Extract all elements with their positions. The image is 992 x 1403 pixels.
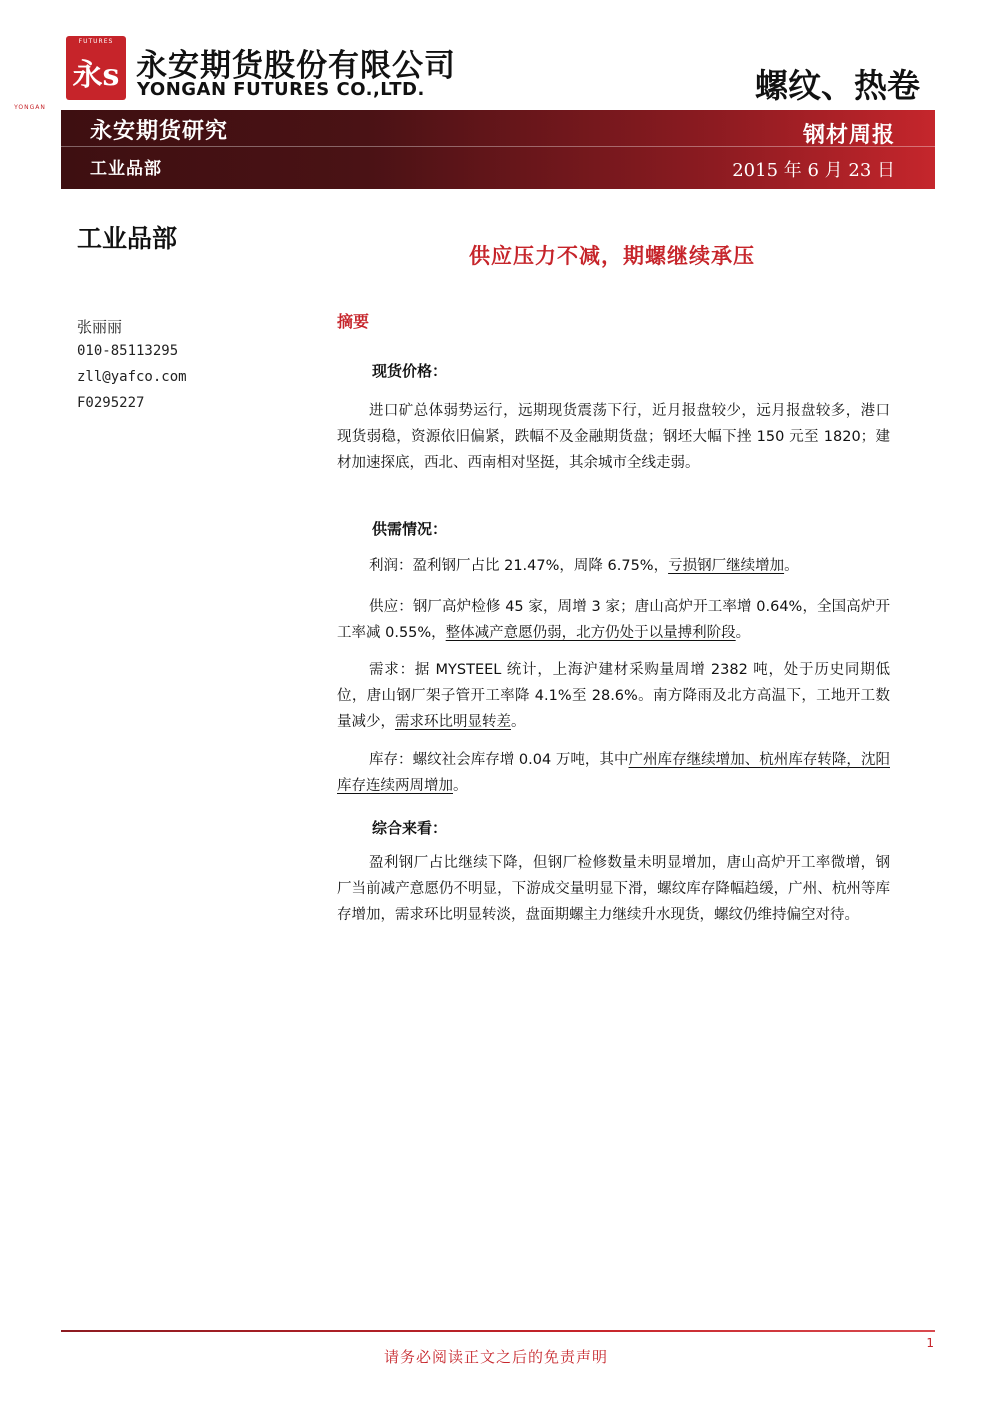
report-date: 2015 年 6 月 23 日 (732, 160, 895, 181)
demand-end: 。 (511, 714, 526, 730)
spot-price-paragraph: 进口矿总体弱势运行，远期现货震荡下行，近月报盘较少，远月报盘较多，港口现货弱稳，资源依旧偏紧，跌幅不及金融期货盘；钢坯大幅下挫 150 元至 1820；建材加速探底，西北、西南相对坚挺，其余城市全线走弱。 (337, 403, 890, 471)
profit-end: 。 (784, 558, 799, 574)
inventory-paragraph (337, 747, 890, 799)
disclaimer-notice: 请务必阅读正文之后的免责声明 (383, 1348, 608, 1366)
report-main-title: 供应压力不减，期螺继续承压 (469, 244, 755, 268)
overall-heading: 综合来看： (372, 819, 448, 837)
page-number: 1 (926, 1336, 934, 1350)
profit-text: 利润：盈利钢厂占比 21.47%，周降 6.75%， (369, 558, 669, 574)
overall-paragraph: 盈利钢厂占比继续下降，但钢厂检修数量未明显增加，唐山高炉开工率微增，钢厂当前减产意愿仍不明显，下游成交量明显下滑，螺纹库存降幅趋缓，广州、杭州等库存增加，需求环比明显转淡，盘面期螺主力继续升水现货，螺纹仍维持偏空对待。 (337, 855, 890, 923)
profit-highlight: 亏损钢厂继续增加 (668, 558, 785, 574)
production-paragraph (337, 594, 890, 646)
inventory-end: 。 (453, 778, 468, 794)
inventory-highlight: 广州库存继续增加、杭州库存转降，沈阳库存连续两周增加 (337, 752, 890, 794)
company-logo (66, 36, 126, 100)
company-name-en: YONGAN FUTURES CO.,LTD. (137, 79, 425, 100)
production-text: 供应：钢厂高炉检修 45 家，周增 3 家；唐山高炉开工率增 0.64%，全国高炉开工率减 0.55%， (337, 599, 890, 641)
production-end: 。 (735, 625, 751, 641)
analyst-license-id: F0295227 (77, 395, 145, 411)
profit-paragraph (337, 553, 890, 579)
spot-price-heading: 现货价格： (372, 362, 448, 380)
logo-futures-text: FUTURES (78, 38, 114, 45)
demand-paragraph (337, 657, 890, 735)
inventory-text: 库存：螺纹社会库存增 0.04 万吨，其中 (369, 752, 629, 768)
company-name-cn: 永安期货股份有限公司 (136, 48, 456, 84)
sidebar-department: 工业品部 (77, 224, 178, 253)
demand-highlight: 需求环比明显转差 (395, 714, 511, 730)
analyst-name: 张丽丽 (77, 318, 123, 336)
analyst-phone: 010-85113295 (77, 343, 179, 359)
band-department: 工业品部 (90, 159, 162, 179)
analyst-email[interactable]: zll@yafco.com (77, 369, 187, 385)
report-type: 钢材周报 (802, 123, 895, 148)
summary-heading: 摘要 (337, 312, 370, 331)
logo-yongan-text: YONGAN (14, 104, 46, 111)
footer-divider (61, 1330, 935, 1332)
research-title: 永安期货研究 (90, 119, 229, 144)
production-highlight: 整体减产意愿仍弱，北方仍处于以量搏利阶段 (445, 625, 736, 641)
demand-text: 需求：据 MYSTEEL 统计，上海沪建材采购量周增 2382 吨，处于历史同期低位，唐山钢厂架子管开工率降 4.1%至 28.6%。南方降雨及北方高温下，工地开工数量减少， (337, 662, 890, 730)
logo-glyph: 永s (72, 58, 120, 93)
supply-demand-heading: 供需情况： (372, 520, 448, 538)
product-title: 螺纹、热卷 (755, 66, 920, 105)
